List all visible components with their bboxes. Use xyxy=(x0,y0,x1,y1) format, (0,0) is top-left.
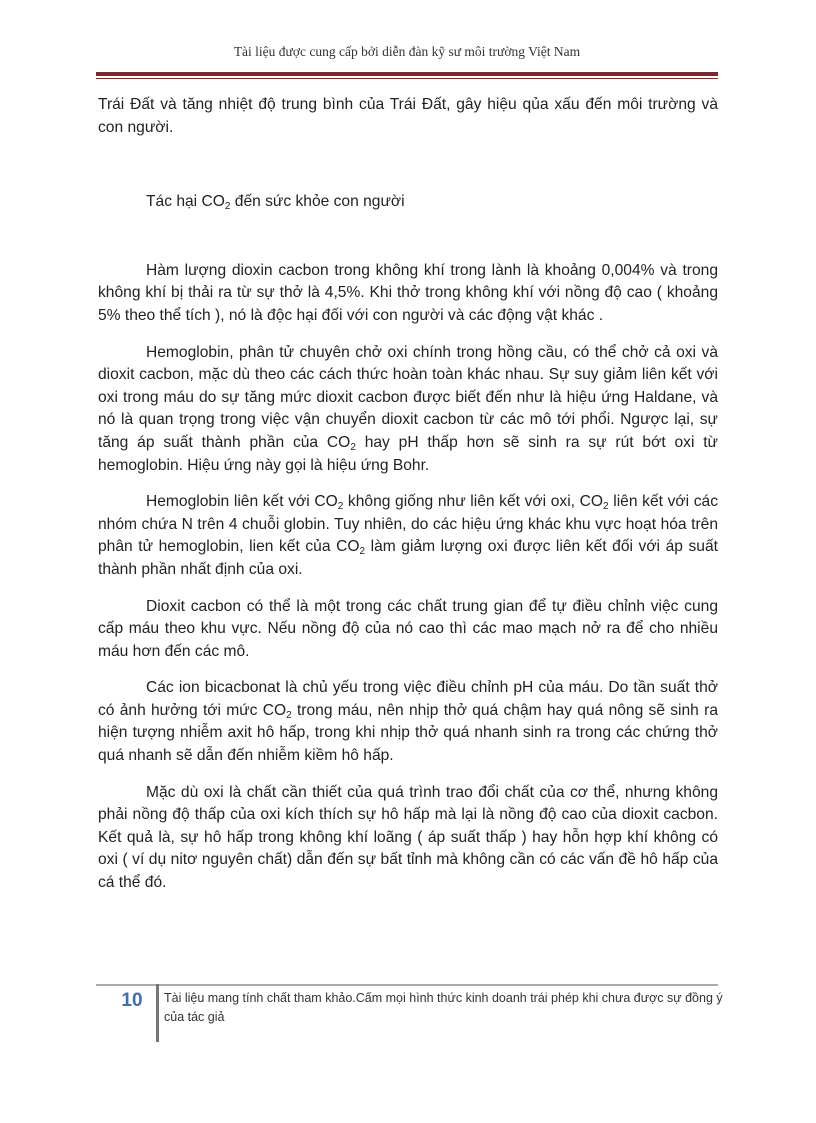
header-rule xyxy=(96,72,718,76)
heading-text-end: đến sức khỏe con người xyxy=(230,193,405,211)
p3-subscript-3: 2 xyxy=(359,546,366,558)
p2-text-a: Hemoglobin, phân tử chuyên chở oxi chính trong hồng cầu, có thể chở cả oxi và dioxit cacbon, mặc dù theo các cách thức hoàn toàn khác nhau. Sự suy giảm liên kết với oxi trong máu do sự tăng mức dioxit cacbon được biết đến như là hiệu ứng Haldane, và nó là quan trọng trong việc vận chuyển dioxit cacbon từ các mô tới phổi. Ngược lại, sự tăng áp suất thành phần của CO xyxy=(98,343,718,451)
footer-rule xyxy=(96,984,718,986)
page-number: 10 xyxy=(121,990,143,1011)
p5-subscript: 2 xyxy=(286,709,292,721)
p5-text-a: Các ion bicacbonat là chủ yếu trong việc điều chỉnh pH của máu. Do tần suất thở có ảnh hưởng tới mức CO xyxy=(98,679,718,719)
paragraph-continued: Trái Đất và tăng nhiệt độ trung bình của Trái Đất, gây hiệu qủa xấu đến môi trường và con người. xyxy=(98,96,718,136)
footer-divider xyxy=(156,984,159,1042)
footer-note: Tài liệu mang tính chất tham khảo.Cấm mọi hình thức kinh doanh trái phép khi chưa được sự đồng ý của tác giả xyxy=(164,991,723,1024)
p5-text-b: trong máu, nên nhịp thở quá chậm hay quá nông sẽ sinh ra hiện tượng nhiễm axit hô hấp, trong khi nhịp thở quá nhanh sinh ra trong các chứng thở quá nhanh sẽ dẫn đến nhiễm kiềm hô hấp. xyxy=(98,701,718,765)
heading-text-start: Tác hại CO xyxy=(146,193,225,211)
paragraph-hemoglobin-co2 xyxy=(98,491,718,581)
paragraph-hemoglobin xyxy=(98,342,718,478)
p3-text-d: làm giảm lượng oxi được liên kết đối với áp suất thành phần nhất định của oxi. xyxy=(98,538,718,578)
paragraph-blood-supply: Dioxit cacbon có thể là một trong các chất trung gian để tự điều chỉnh việc cung cấp máu theo khu vực. Nếu nồng độ của nó cao thì các mao mạch nở ra để cho nhiều máu hơn đến các mô. xyxy=(98,597,718,660)
document-body xyxy=(98,94,718,895)
heading-subscript: 2 xyxy=(224,201,231,213)
p3-subscript-2: 2 xyxy=(603,501,609,513)
header-rule-thin xyxy=(96,78,718,79)
section-heading xyxy=(98,191,718,214)
p3-text-c: liên kết với các nhóm chứa N trên 4 chuỗi globin. Tuy nhiên, do các hiệu ứng khác khu vực hoạt hóa trên phân tử hemoglobin, lien kết của CO xyxy=(98,493,718,556)
paragraph-co2-concentration: Hàm lượng dioxin cacbon trong không khí trong lành là khoảng 0,004% và trong không khí bị thải ra từ sự thở là 4,5%. Khi thở trong không khí với nồng độ cao ( khoảng 5% theo thể tích ), nó là độc hại đối với con người và các động vật khác . xyxy=(98,261,718,324)
p3-subscript-1: 2 xyxy=(337,501,344,513)
p3-text-a: Hemoglobin liên kết với CO xyxy=(146,493,338,511)
page-header: Tài liệu được cung cấp bởi diễn đàn kỹ sư môi trường Việt Nam xyxy=(233,44,581,59)
paragraph-bicarbonate xyxy=(98,677,718,767)
p2-text-b: hay pH thấp hơn sẽ sinh ra sự rút bớt oxi từ hemoglobin. Hiệu ứng này gọi là hiệu ứng Bohr. xyxy=(98,433,718,474)
paragraph-respiration: Mặc dù oxi là chất cần thiết của quá trình trao đổi chất của cơ thể, nhưng không phải nồng độ thấp của oxi kích thích sự hô hấp mà lại là nồng độ cao của dioxit cacbon. Kết quả là, sự hô hấp trong không khí loãng ( áp suất thấp ) hay hỗn hợp khí không có oxi ( ví dụ nitơ nguyên chất) dẫn đến sự bất tỉnh mà không cần có các vấn đề hô hấp của cá thể đó. xyxy=(98,783,718,892)
p3-text-b: không giống như liên kết với oxi, CO xyxy=(343,493,604,511)
p2-subscript: 2 xyxy=(350,441,356,453)
